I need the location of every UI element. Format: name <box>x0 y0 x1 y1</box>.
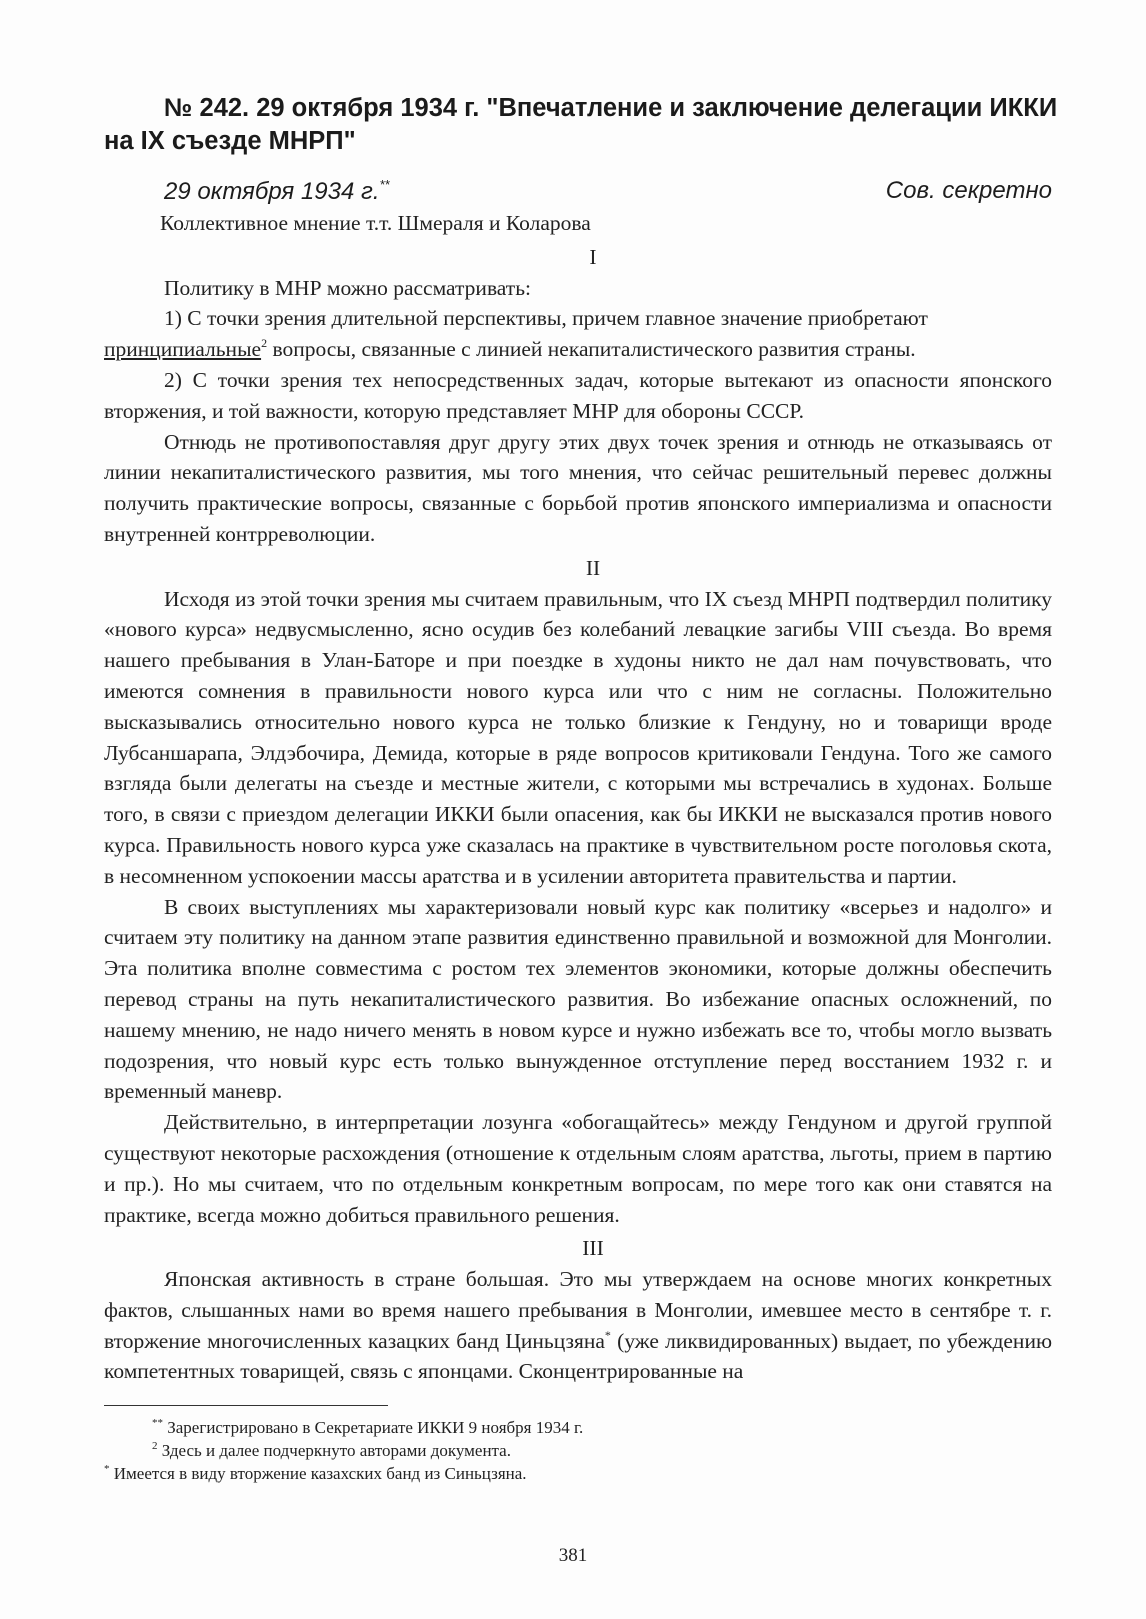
footnote-mark: * <box>104 1463 110 1475</box>
dateline <box>164 170 1052 207</box>
paragraph: Исходя из этой точки зрения мы считаем правильным, что IX съезд МНРП подтвердил политику «нового курса» недвусмысленно, ясно осудив без колебаний левацкие загибы VIII съезда. Во время нашего пребывания в Улан-Баторе и при поездке в худоны никто не дал нам почувствовать, что имеются сомнения в правильности нового курса или что с ним не согласны. Положительно высказывались относительно нового курса не только близкие к Гендуну, но и товарищи вроде Лубсаншарапа, Элдэбочира, Демида, которые в ряде вопросов критиковали Гендуна. Того же самого взгляда были делегаты на съезде и местные жители, с которыми мы встречались в худонах. Больше того, в связи с приездом делегации ИККИ были опасения, как бы ИККИ не высказался против нового курса. Правильность нового курса уже сказалась на практике в чувствительном росте поголовья скота, в несомненном успокоении массы аратства и в усилении авторитета правительства и партии. <box>104 586 1052 888</box>
paragraph: Японская активность в стране большая. Это мы утверждаем на основе многих конкретных фактов, слышанных нами во время нашего пребывания в Монголии, имевшее место в сентябре т. г. вторжение многочисленных казацких банд Циньцзяна* (уже ликвидированных) выдает, по убеждению компетентных товарищей, связь с японцами. Сконцентрированные на <box>104 1267 1053 1384</box>
paragraph: Действительно, в интерпретации лозунга «обогащайтесь» между Гендуном и другой группой существуют некоторые расхождения (отношение к отдельным слоям аратства, льготы, прием в партию и пр.). Но мы считаем, что по отдельным конкретным вопросам, по мере того как они ставятся на практике, всегда можно добиться правильного решения. <box>104 1110 1052 1227</box>
footnote-mark: 2 <box>261 336 268 351</box>
footnote-divider <box>104 1405 388 1406</box>
underlined-word: принципиальные <box>104 337 262 362</box>
page-number: 381 <box>558 1545 588 1566</box>
section-heading-3: III <box>582 1236 604 1261</box>
paragraph: 1) С точки зрения длительной перспективы, причем главное значение приобретают <box>164 306 928 331</box>
footnote: ** Зарегистрировано в Секретариате ИККИ 9 ноября 1934 г. <box>152 1417 584 1437</box>
paragraph: 2) С точки зрения тех непосредственных задач, которые вытекают из опасности японского вторжения, и той важности, которую представляет МНР для обороны СССР. <box>104 367 1052 423</box>
heading-line-2: на IX съезде МНРП" <box>104 127 356 155</box>
footnote-mark: 2 <box>152 1440 158 1452</box>
document-date: 29 октября 1934 г.** <box>164 177 390 205</box>
section-heading-1: I <box>589 244 597 269</box>
document-heading <box>104 92 1064 158</box>
footnote-mark: ** <box>152 1417 163 1429</box>
footnote: $^2$ Здесь и далее подчеркнуто авторами документа. <box>152 1440 511 1460</box>
paragraph: принципиальные$^2$ вопросы, связанные с линией некапиталистического развития страны. <box>104 336 916 362</box>
footnote: * Имеется в виду вторжение казахских банд из Синьцзяна. <box>104 1463 527 1483</box>
date-footnote-mark: ** <box>379 177 390 192</box>
document-body <box>104 208 1052 1387</box>
footnote-mark: * <box>604 1327 611 1342</box>
heading-line-1: № 242. 29 октября 1934 г. "Впечатление и заключение делегации ИККИ <box>164 94 1058 122</box>
subtitle: Коллективное мнение т.т. Шмераля и Коларова <box>160 211 591 235</box>
classification-label: Сов. секретно <box>885 177 1052 204</box>
footnotes <box>104 1416 1004 1485</box>
paragraph: Политику в МНР можно рассматривать: <box>164 275 531 300</box>
section-heading-2: II <box>585 555 601 580</box>
paragraph: В своих выступлениях мы характеризовали новый курс как политику «всерьез и надолго» и считаем эту политику на данном этапе развития единственно правильной и возможной для Монголии. Эта политика вполне совместима с ростом тех элементов экономики, которые должны обеспечить перевод страны на путь некапиталистического развития. Во избежание опасных осложнений, по нашему мнению, не надо ничего менять в новом курсе и нужно избежать все то, чтобы могло вызвать подозрения, что новый курс есть только вынужденное отступление перед восстанием 1932 г. и временный маневр. <box>104 894 1052 1104</box>
paragraph: Отнюдь не противопоставляя друг другу этих двух точек зрения и отнюдь не отказываясь от линии некапиталистического развития, мы того мнения, что сейчас решительный перевес должны получить практические вопросы, связанные с борьбой против японского империализма и опасности внутренней контрреволюции. <box>104 429 1052 546</box>
